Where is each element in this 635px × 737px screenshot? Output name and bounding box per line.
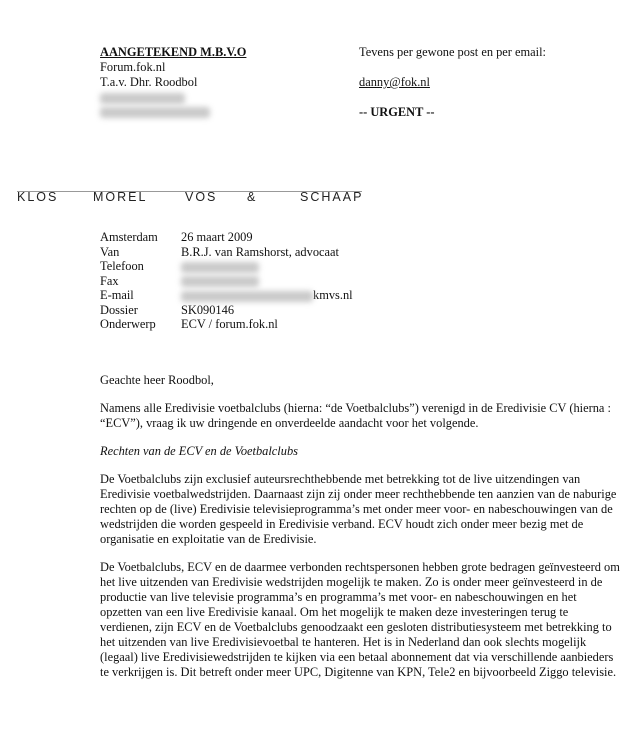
meta-value: B.R.J. van Ramshorst, advocaat <box>181 244 339 259</box>
section-subheading: Rechten van de ECV en de Voetbalclubs <box>100 444 298 458</box>
meta-value: ECV / forum.fok.nl <box>181 317 278 331</box>
meta-value-email <box>181 288 353 303</box>
meta-row <box>100 274 353 289</box>
registered-mail-label: AANGETEKEND M.B.V.O <box>100 45 247 59</box>
addressee-attention: T.a.v. Dhr. Roodbol <box>100 75 198 89</box>
intro-paragraph: Namens alle Eredivisie voetbalclubs (hierna: “de Voetbalclubs”) verenigd in de Eredivisie CV (hierna : “ECV”), vraag ik uw dringende en onverdeelde aandacht voor het volgende. <box>100 401 611 430</box>
redacted-address-line <box>100 107 210 118</box>
urgent-label: -- URGENT -- <box>359 105 435 119</box>
letterhead-word: MOREL <box>93 190 148 204</box>
letter-body <box>100 373 620 693</box>
letter-meta-table <box>100 230 353 332</box>
letterhead-word: VOS <box>185 190 218 204</box>
meta-value-redacted <box>181 259 353 274</box>
addressee-block <box>100 45 246 119</box>
letterhead-word: KLOS <box>17 190 59 204</box>
redacted-address-line <box>100 93 185 104</box>
body-paragraph: De Voetbalclubs zijn exclusief auteursrechthebbende met betrekking tot de live uitzendingen van Eredivisie voetbalwedstrijden. Daarnaast zijn zij onder meer rechthebbende ten aanzien van de naburige rechten op de (live) Eredivisie televisieprogramma’s met onder meer voor- en nabeschouwingen van de wedstrijden die worden gespeeld in Eredivisie verband. ECV houdt zich onder meer bezig met de organisatie en exploitatie van de Eredivisie. <box>100 472 617 546</box>
meta-value: 26 maart 2009 <box>181 230 253 244</box>
letterhead-word: & <box>247 190 258 204</box>
addressee-company: Forum.fok.nl <box>100 60 166 74</box>
meta-row <box>100 288 353 303</box>
meta-row <box>100 303 353 318</box>
meta-label: Onderwerp <box>100 317 156 331</box>
meta-row <box>100 230 353 245</box>
delivery-note: Tevens per gewone post en per email: <box>359 45 546 59</box>
delivery-email-link[interactable]: danny@fok.nl <box>359 75 430 89</box>
meta-label: Dossier <box>100 302 138 317</box>
meta-row <box>100 317 353 332</box>
meta-label: Amsterdam <box>100 230 158 244</box>
letterhead-firm-name <box>17 190 364 204</box>
meta-row <box>100 259 353 274</box>
meta-value-redacted <box>181 274 353 289</box>
letterhead-word: SCHAAP <box>300 190 364 204</box>
meta-label: Van <box>100 244 120 259</box>
meta-label: Fax <box>100 273 119 288</box>
body-paragraph: De Voetbalclubs, ECV en de daarmee verbonden rechtspersonen hebben grote bedragen geïnvesteerd om het live uitzenden van Eredivisie wedstrijden mogelijk te maken. Zo is onder meer geïnvesteerd in de productie van live televisie programma’s en programma’s met voor- en nabeschouwingen en het opzetten van een live Eredivisie kanaal. Om het mogelijk te maken deze investeringen terug te verdienen, zijn ECV en de Voetbalclubs genoodzaakt een gesloten distributiesysteem met betrekking to het uitzenden van live Eredivisievoetbal te hanteren. Het is in Nederland dan ook slechts mogelijk (legaal) live Eredivisiewedstrijden te kijken via een betaal abonnement dat via verschillende aanbieders te verkrijgen is. Dit betreft onder meer UPC, Digitenne van KPN, Tele2 en bijvoorbeeld Ziggo televisie. <box>100 560 620 679</box>
delivery-block <box>359 45 546 120</box>
meta-value: kmvs.nl <box>313 288 353 302</box>
meta-row <box>100 245 353 260</box>
meta-label: Telefoon <box>100 259 144 273</box>
meta-label: E-mail <box>100 288 134 302</box>
salutation: Geachte heer Roodbol, <box>100 373 214 387</box>
meta-value: SK090146 <box>181 302 235 317</box>
